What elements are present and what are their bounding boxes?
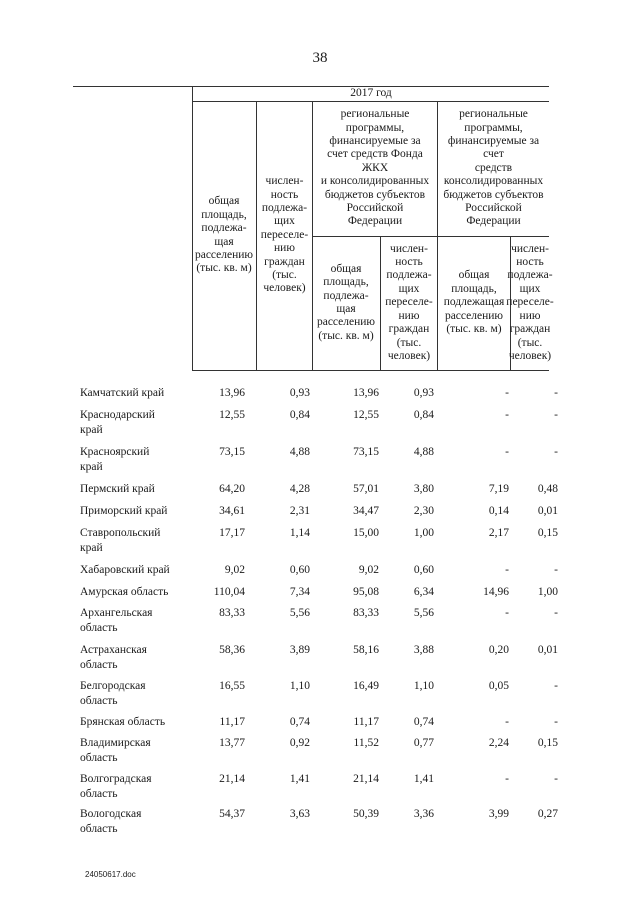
fund-area-value: 50,39	[353, 808, 379, 820]
budget-people-value: -	[554, 409, 558, 421]
region-name: Хабаровский край	[80, 564, 170, 576]
region-name: Красноярский край	[80, 446, 150, 473]
fund-people-value: 6,34	[413, 586, 434, 598]
budget-people-value: -	[554, 564, 558, 576]
budget-people-value: 0,48	[537, 483, 558, 495]
area-total-value: 21,14	[219, 773, 245, 785]
fund-area-value: 95,08	[353, 586, 379, 598]
budget-area-value: -	[505, 387, 509, 399]
fund-people-value: 0,93	[413, 387, 434, 399]
header-group-budget: региональные программы, финансируемые за счет средств консолидированных бюджетов субъектов Российской Федерации	[443, 108, 544, 228]
budget-area-value: 2,24	[488, 737, 509, 749]
region-name: Приморский край	[80, 505, 168, 517]
fund-area-value: 16,49	[353, 680, 379, 692]
fund-people-value: 1,00	[413, 527, 434, 539]
header-group-fund: региональные программы, финансируемые за счет средств Фонда ЖКХ и консолидированных бюджетов субъектов Российской Федерации	[320, 108, 430, 228]
region-name: Амурская область	[80, 586, 169, 598]
region-name: Краснодарский край	[80, 409, 155, 436]
fund-people-value: 4,88	[413, 446, 434, 458]
area-total-value: 16,55	[219, 680, 245, 692]
budget-area-value: -	[505, 607, 509, 619]
fund-area-value: 58,16	[353, 644, 379, 656]
area-total-value: 12,55	[219, 409, 245, 421]
fund-area-value: 11,17	[353, 716, 379, 728]
people-total-value: 4,88	[289, 446, 310, 458]
region-name: Астраханская область	[80, 644, 147, 671]
fund-area-value: 21,14	[353, 773, 379, 785]
fund-people-value: 1,41	[413, 773, 434, 785]
header-budget-people: числен- ность подлежа- щих переселе- нию граждан (тыс. человек)	[506, 242, 554, 362]
region-name: Брянская область	[80, 716, 166, 728]
budget-people-value: -	[554, 387, 558, 399]
fund-people-value: 0,84	[413, 409, 434, 421]
people-total-value: 0,84	[289, 409, 310, 421]
budget-people-value: -	[554, 446, 558, 458]
people-total-value: 7,34	[289, 586, 310, 598]
area-total-value: 64,20	[219, 483, 245, 495]
header-area-total: общая площадь, подлежа- щая расселению (тыс. кв. м)	[194, 195, 254, 275]
people-total-value: 1,14	[289, 527, 310, 539]
fund-people-value: 0,74	[413, 716, 434, 728]
people-total-value: 0,93	[289, 387, 310, 399]
budget-area-value: 0,14	[488, 505, 509, 517]
fund-people-value: 3,80	[413, 483, 434, 495]
region-name: Владимирская область	[80, 737, 151, 764]
budget-area-value: 0,05	[488, 680, 509, 692]
people-total-value: 2,31	[289, 505, 310, 517]
region-name: Белгородская область	[80, 680, 146, 707]
fund-area-value: 11,52	[353, 737, 379, 749]
budget-area-value: 3,99	[488, 808, 509, 820]
people-total-value: 0,60	[289, 564, 310, 576]
fund-area-value: 83,33	[353, 607, 379, 619]
people-total-value: 4,28	[289, 483, 310, 495]
fund-people-value: 2,30	[413, 505, 434, 517]
people-total-value: 1,10	[289, 680, 310, 692]
area-total-value: 73,15	[219, 446, 245, 458]
budget-people-value: 1,00	[537, 586, 558, 598]
fund-people-value: 1,10	[413, 680, 434, 692]
people-total-value: 5,56	[289, 607, 310, 619]
area-total-value: 13,96	[219, 387, 245, 399]
region-name: Архангельская область	[80, 607, 153, 634]
header-fund-area: общая площадь, подлежа- щая расселению (тыс. кв. м)	[316, 262, 376, 342]
people-total-value: 1,41	[289, 773, 310, 785]
budget-people-value: -	[554, 680, 558, 692]
budget-area-value: -	[505, 564, 509, 576]
fund-area-value: 57,01	[353, 483, 379, 495]
area-total-value: 17,17	[219, 527, 245, 539]
budget-area-value: -	[505, 409, 509, 421]
area-total-value: 83,33	[219, 607, 245, 619]
header-year: 2017 год	[350, 86, 392, 99]
budget-area-value: 0,20	[488, 644, 509, 656]
fund-people-value: 0,77	[413, 737, 434, 749]
budget-area-value: -	[505, 446, 509, 458]
fund-people-value: 3,36	[413, 808, 434, 820]
budget-people-value: 0,27	[537, 808, 558, 820]
fund-area-value: 34,47	[353, 505, 379, 517]
region-name: Вологодская область	[80, 808, 142, 835]
area-total-value: 58,36	[219, 644, 245, 656]
header-bottom-rule	[192, 370, 549, 371]
budget-area-value: -	[505, 716, 509, 728]
area-total-value: 54,37	[219, 808, 245, 820]
area-total-value: 110,04	[213, 586, 245, 598]
fund-people-value: 5,56	[413, 607, 434, 619]
budget-people-value: 0,01	[537, 505, 558, 517]
people-total-value: 0,92	[289, 737, 310, 749]
header-fund-people: числен- ность подлежа- щих переселе- нию граждан (тыс. человек)	[385, 242, 433, 362]
area-total-value: 9,02	[224, 564, 245, 576]
area-total-value: 11,17	[219, 716, 245, 728]
region-name: Ставропольский край	[80, 527, 161, 554]
area-total-value: 34,61	[219, 505, 245, 517]
fund-area-value: 15,00	[353, 527, 379, 539]
fund-area-value: 9,02	[358, 564, 379, 576]
people-total-value: 3,63	[289, 808, 310, 820]
budget-area-value: 7,19	[488, 483, 509, 495]
page-number: 38	[312, 50, 328, 66]
people-total-value: 0,74	[289, 716, 310, 728]
document-filename: 24050617.doc	[85, 870, 136, 879]
people-total-value: 3,89	[289, 644, 310, 656]
header-budget-area: общая площадь, подлежащая расселению (тыс. кв. м)	[443, 269, 505, 336]
budget-area-value: -	[505, 773, 509, 785]
budget-people-value: -	[554, 607, 558, 619]
budget-people-value: 0,15	[537, 737, 558, 749]
region-name: Камчатский край	[80, 387, 165, 399]
budget-people-value: -	[554, 773, 558, 785]
budget-people-value: 0,01	[537, 644, 558, 656]
budget-people-value: 0,15	[537, 527, 558, 539]
region-name: Пермский край	[80, 483, 155, 495]
budget-people-value: -	[554, 716, 558, 728]
header-people-total: числен- ность подлежа- щих переселе- нию граждан (тыс. человек)	[260, 175, 309, 295]
fund-people-value: 0,60	[413, 564, 434, 576]
budget-area-value: 2,17	[488, 527, 509, 539]
fund-people-value: 3,88	[413, 644, 434, 656]
fund-area-value: 73,15	[353, 446, 379, 458]
region-name: Волгоградская область	[80, 773, 152, 800]
fund-area-value: 13,96	[353, 387, 379, 399]
fund-area-value: 12,55	[353, 409, 379, 421]
area-total-value: 13,77	[219, 737, 245, 749]
budget-area-value: 14,96	[483, 586, 509, 598]
